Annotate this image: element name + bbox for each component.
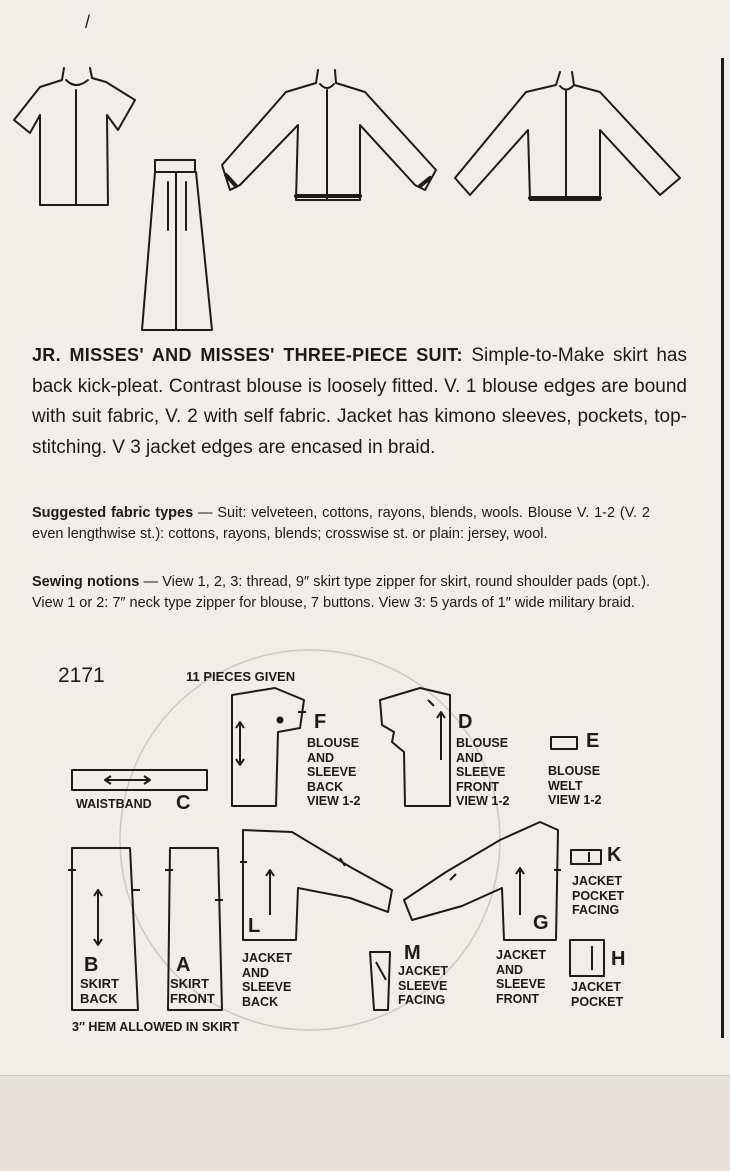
piece-B-label: SKIRT BACK bbox=[80, 976, 119, 1006]
pieces-given: 11 PIECES GIVEN bbox=[186, 669, 296, 684]
piece-L-label: JACKET AND SLEEVE BACK bbox=[242, 951, 293, 1009]
piece-G-letter: G bbox=[533, 912, 549, 934]
piece-A-label: SKIRT FRONT bbox=[170, 976, 215, 1006]
pattern-number: 2171 bbox=[58, 664, 105, 687]
piece-F-outline bbox=[232, 688, 304, 806]
piece-L-letter: L bbox=[248, 915, 261, 937]
piece-D-label: BLOUSE AND SLEEVE FRONT VIEW 1-2 bbox=[456, 736, 510, 808]
blouse-back-sketch bbox=[14, 68, 135, 205]
piece-K-label: JACKET POCKET FACING bbox=[572, 874, 625, 917]
piece-M-letter: M bbox=[404, 942, 421, 964]
fabric-types-label: Suggested fabric types bbox=[32, 505, 194, 521]
sewing-notions-paragraph bbox=[32, 572, 650, 613]
skirt-sketch bbox=[142, 160, 212, 330]
piece-E-label: BLOUSE WELT VIEW 1-2 bbox=[548, 764, 602, 807]
jacket-view-back-sketch bbox=[455, 72, 680, 200]
description-body: Simple-to-Make skirt has back kick-pleat. Contrast blouse is loosely fitted. V. 1 blouse edges are bound with suit fabric, V. 2 with self fabric. Jacket has kimono sleeves, pockets, top-stitching. V 3 jacket edges are encased in braid. bbox=[32, 345, 687, 458]
piece-C-letter: C bbox=[176, 792, 191, 814]
piece-F-letter: F bbox=[314, 711, 327, 733]
piece-D-outline bbox=[380, 688, 450, 806]
piece-B-letter: B bbox=[84, 954, 99, 976]
piece-A-letter: A bbox=[176, 954, 191, 976]
piece-M-outline bbox=[370, 952, 390, 1010]
suit-description bbox=[32, 340, 687, 463]
description-title: JR. MISSES' AND MISSES' THREE-PIECE SUIT: bbox=[32, 345, 463, 365]
fabric-types-paragraph bbox=[32, 503, 650, 544]
piece-K-outline bbox=[571, 850, 601, 864]
piece-E-letter: E bbox=[586, 730, 600, 752]
sewing-notions-label: Sewing notions bbox=[32, 574, 140, 590]
piece-H-letter: H bbox=[611, 948, 626, 970]
piece-M-label: JACKET SLEEVE FACING bbox=[398, 964, 449, 1007]
sewing-notions-text: — View 1, 2, 3: thread, 9″ skirt type zipper for skirt, round shoulder pads (opt.). View 1 or 2: 7″ neck type zipper for blouse, 7 buttons. View 3: 5 yards of 1″ wide military braid. bbox=[32, 574, 651, 611]
piece-L-outline bbox=[243, 830, 392, 940]
piece-C-label: WAISTBAND bbox=[76, 797, 152, 811]
piece-G-label: JACKET AND SLEEVE FRONT bbox=[496, 948, 547, 1006]
piece-C-outline bbox=[72, 770, 207, 790]
piece-K-letter: K bbox=[607, 844, 622, 866]
piece-H-label: JACKET POCKET bbox=[571, 980, 624, 1009]
hem-note: 3″ HEM ALLOWED IN SKIRT bbox=[72, 1020, 240, 1034]
jacket-view3-sketch bbox=[222, 70, 436, 200]
piece-H-outline bbox=[570, 940, 604, 976]
piece-F-label: BLOUSE AND SLEEVE BACK VIEW 1-2 bbox=[307, 736, 361, 808]
piece-E-outline bbox=[551, 737, 577, 749]
corner-mark: / bbox=[85, 12, 91, 32]
fabric-types-text: — Suit: velveteen, cottons, rayons, blends, wools. Blouse V. 1-2 (V. 2 even lengthwise st.): cottons, rayons, blends; crosswise st. or plain: jersey, wool. bbox=[32, 505, 650, 542]
piece-D-letter: D bbox=[458, 711, 473, 733]
